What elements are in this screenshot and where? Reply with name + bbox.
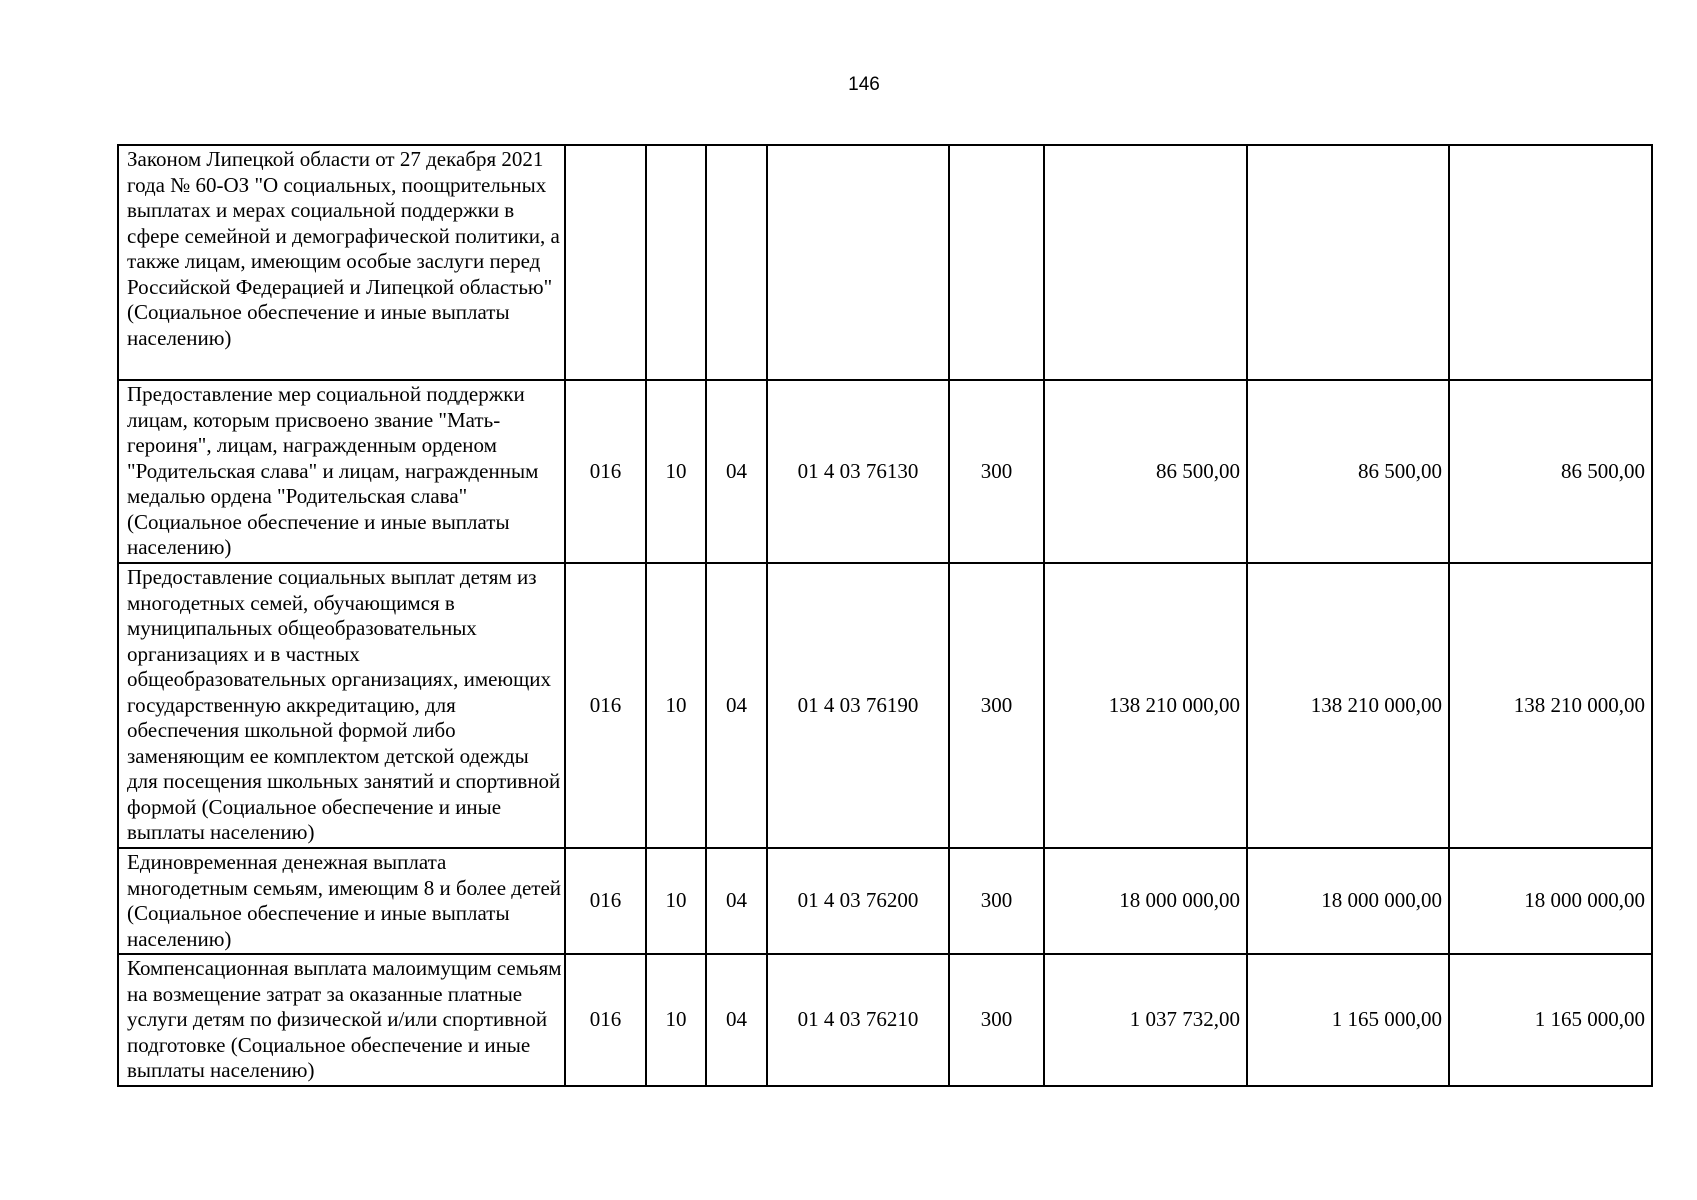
section-code: 10 xyxy=(646,380,706,563)
target-article-code: 01 4 03 76190 xyxy=(767,563,949,848)
ministry-code: 016 xyxy=(565,954,646,1086)
section-code: 10 xyxy=(646,954,706,1086)
table-row xyxy=(118,145,1652,380)
amount-2 xyxy=(1247,145,1449,380)
subsection-code: 04 xyxy=(706,848,767,954)
amount-3 xyxy=(1449,145,1652,380)
ministry-code xyxy=(565,145,646,380)
subsection-code: 04 xyxy=(706,380,767,563)
ministry-code: 016 xyxy=(565,563,646,848)
amount-1: 86 500,00 xyxy=(1044,380,1247,563)
amount-1: 18 000 000,00 xyxy=(1044,848,1247,954)
expense-type-code: 300 xyxy=(949,563,1044,848)
expense-type-code: 300 xyxy=(949,380,1044,563)
row-description: Компенсационная выплата малоимущим семьям на возмещение затрат за оказанные платные услуги детям по физической и/или спортивной подготовке (Социальное обеспечение и иные выплаты населению) xyxy=(118,954,565,1086)
section-code: 10 xyxy=(646,848,706,954)
amount-2: 1 165 000,00 xyxy=(1247,954,1449,1086)
target-article-code xyxy=(767,145,949,380)
amount-2: 18 000 000,00 xyxy=(1247,848,1449,954)
row-description: Законом Липецкой области от 27 декабря 2021 года № 60-ОЗ "О социальных, поощрительных выплатах и мерах социальной поддержки в сфере семейной и демографической политики, а также лицам, имеющим особые заслуги перед Российской Федерацией и Липецкой областью" (Социальное обеспечение и иные выплаты населению) xyxy=(118,145,565,380)
amount-3: 18 000 000,00 xyxy=(1449,848,1652,954)
section-code: 10 xyxy=(646,563,706,848)
amount-3: 138 210 000,00 xyxy=(1449,563,1652,848)
row-description: Единовременная денежная выплата многодетным семьям, имеющим 8 и более детей (Социальное обеспечение и иные выплаты населению) xyxy=(118,848,565,954)
amount-1 xyxy=(1044,145,1247,380)
amount-3: 1 165 000,00 xyxy=(1449,954,1652,1086)
target-article-code: 01 4 03 76130 xyxy=(767,380,949,563)
expense-type-code xyxy=(949,145,1044,380)
table-row xyxy=(118,380,1652,563)
ministry-code: 016 xyxy=(565,380,646,563)
ministry-code: 016 xyxy=(565,848,646,954)
page-number: 146 xyxy=(848,74,880,95)
subsection-code xyxy=(706,145,767,380)
table-row xyxy=(118,848,1652,954)
amount-1: 1 037 732,00 xyxy=(1044,954,1247,1086)
subsection-code: 04 xyxy=(706,954,767,1086)
row-description: Предоставление социальных выплат детям из многодетных семей, обучающимся в муниципальных общеобразовательных организациях и в частных общеобразовательных организациях, имеющих государственную аккредитацию, для обеспечения школьной формой либо заменяющим ее комплектом детской одежды для посещения школьных занятий и спортивной формой (Социальное обеспечение и иные выплаты населению) xyxy=(118,563,565,848)
amount-3: 86 500,00 xyxy=(1449,380,1652,563)
amount-2: 138 210 000,00 xyxy=(1247,563,1449,848)
table-row xyxy=(118,954,1652,1086)
section-code xyxy=(646,145,706,380)
row-description: Предоставление мер социальной поддержки лицам, которым присвоено звание "Мать-героиня", лицам, награжденным орденом "Родительская слава" и лицам, награжденным медалью ордена "Родительская слава" (Социальное обеспечение и иные выплаты населению) xyxy=(118,380,565,563)
table-row xyxy=(118,563,1652,848)
budget-table xyxy=(117,144,1653,1087)
expense-type-code: 300 xyxy=(949,954,1044,1086)
subsection-code: 04 xyxy=(706,563,767,848)
target-article-code: 01 4 03 76210 xyxy=(767,954,949,1086)
amount-2: 86 500,00 xyxy=(1247,380,1449,563)
target-article-code: 01 4 03 76200 xyxy=(767,848,949,954)
amount-1: 138 210 000,00 xyxy=(1044,563,1247,848)
expense-type-code: 300 xyxy=(949,848,1044,954)
